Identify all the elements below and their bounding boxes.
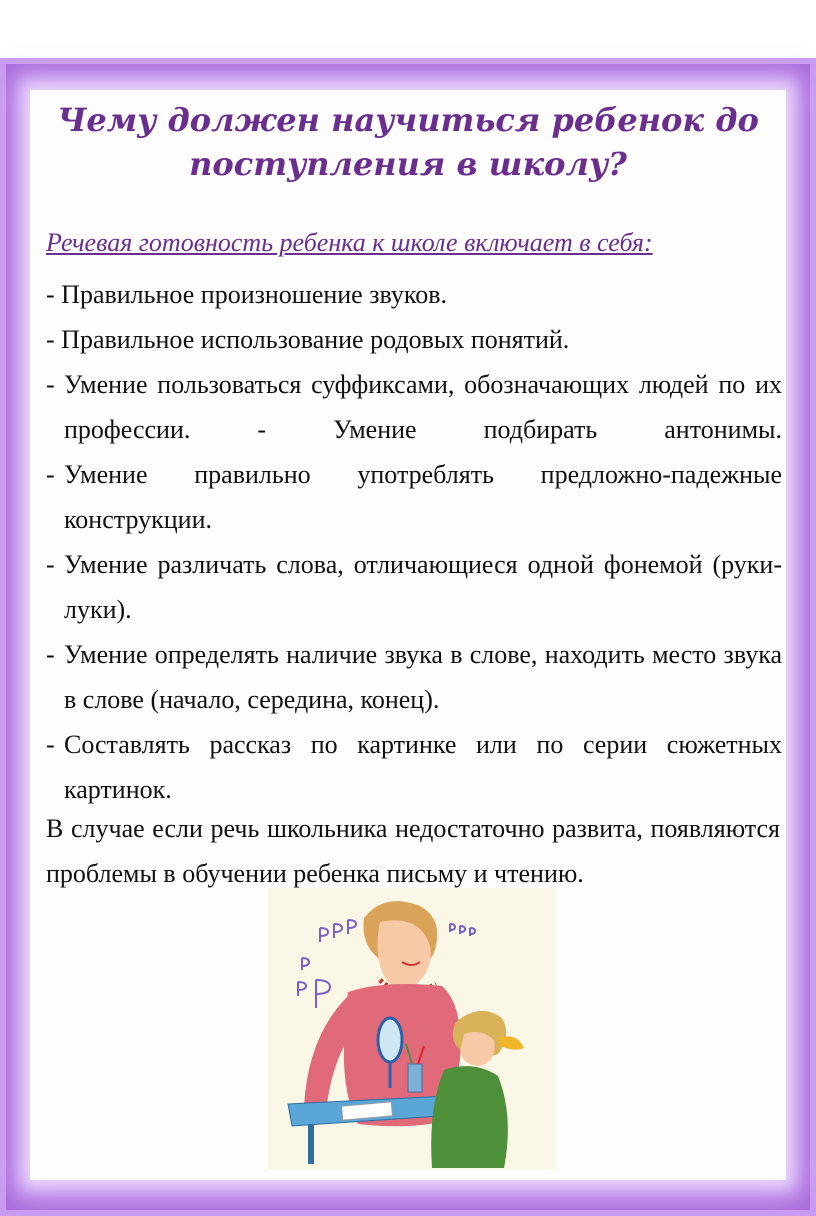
list-dash: - [46, 325, 55, 354]
list-dash: - [46, 370, 55, 399]
list-dash: - [46, 550, 55, 579]
page-title: Чему должен научиться ребенок до поступления в школу? [57, 101, 759, 183]
list-item-text: Умение правильно употреблять предложно-падежные конструкции. [64, 460, 782, 534]
list-dash: - [46, 730, 55, 759]
list-item [46, 362, 782, 452]
list-item [46, 722, 782, 812]
list-item-text: Умение подбирать антонимы. [333, 415, 782, 444]
list-dash: - [46, 640, 55, 669]
list-item [46, 317, 782, 362]
list-item-text: Умение пользоваться суффиксами, обозначающих людей по их профессии. [64, 370, 782, 444]
list-item [46, 452, 782, 542]
speech-therapy-illustration [268, 888, 556, 1170]
closing-paragraph: В случае если речь школьника недостаточно развита, появляются проблемы в обучении ребенка письму и чтению. [46, 814, 780, 888]
list-item [46, 272, 782, 317]
lead-text: Речевая готовность ребенка к школе включает в себя: [46, 228, 653, 257]
list-item [46, 632, 782, 722]
list-item [46, 542, 782, 632]
list-dash: - [46, 460, 55, 489]
list-item-text: Правильное использование родовых понятий. [61, 325, 570, 354]
list-item-text: Умение определять наличие звука в слове, находить место звука в слове (начало, середина, конец). [64, 640, 782, 714]
list-item-text: Правильное произношение звуков. [61, 280, 447, 309]
list-item-text: Составлять рассказ по картинке или по серии сюжетных картинок. [64, 730, 782, 804]
list-dash: - [257, 415, 267, 444]
list-dash: - [46, 280, 55, 309]
speech-readiness-list [46, 272, 782, 812]
list-item-text: Умение различать слова, отличающиеся одной фонемой (руки-луки). [64, 550, 782, 624]
